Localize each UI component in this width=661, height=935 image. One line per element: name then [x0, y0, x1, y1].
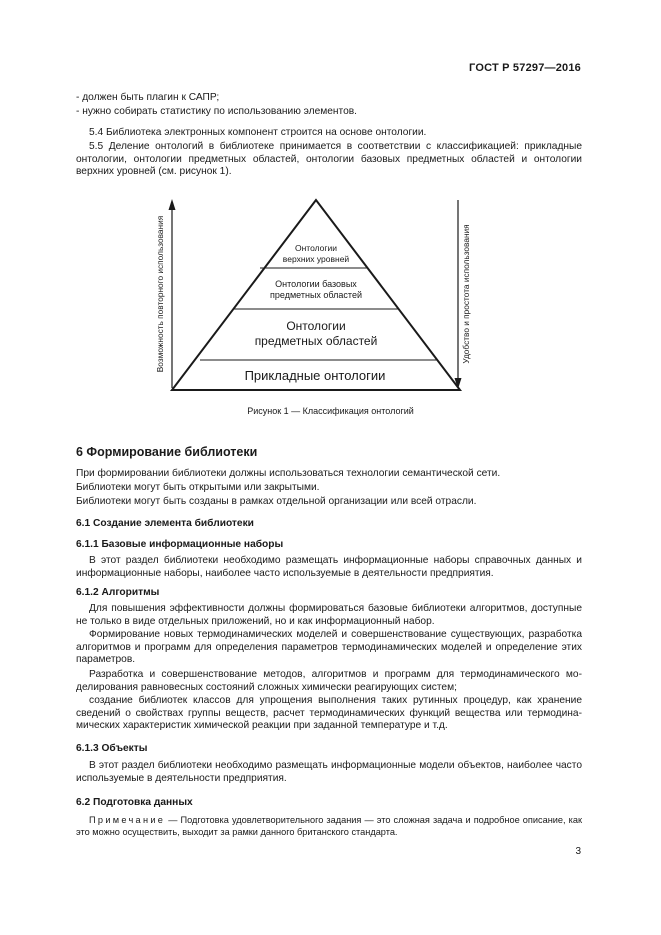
paragraph: Для повышения эффективности должны формироваться базовые библиотеки алгоритмов, доступные не только в виде отдельных приложений, но и как информационный набор. [76, 603, 582, 627]
standard-header: ГОСТ Р 57297—2016 [469, 62, 581, 74]
right-axis-label: Удобство и простота использования [461, 224, 471, 364]
note-text: — Подготовка удовлетворительного задания — это сложная задача и подробное описание, как это можно осуществить, выходит за рамки данного британского стандарта. [76, 815, 582, 837]
paragraph-5-4: 5.4 Библиотека электронных компонент строится на основе онтологии. [89, 127, 427, 138]
section-6-1-1-heading: 6.1.1 Базовые информационные наборы [76, 539, 284, 550]
left-axis-label: Возможность повторного использования [155, 215, 165, 373]
figure-caption: Рисунок 1 — Классификация онтологий [247, 406, 414, 416]
section-6-1-3-heading: 6.1.3 Объекты [76, 743, 148, 754]
section-6-1-heading: 6.1 Создание элемента библиотеки [76, 518, 254, 529]
paragraph: Библиотеки могут быть открытыми или закрытыми. [76, 482, 320, 493]
section-6-1-2-heading: 6.1.2 Алгоритмы [76, 587, 160, 598]
tier-upper-label: верхних уровней [282, 254, 350, 264]
tier-domain-label: Онтологии [286, 319, 346, 333]
paragraph: Библиотеки могут быть созданы в рамках отдельной организации или всей отрасли. [76, 496, 477, 507]
note-label: Примечание [89, 815, 166, 825]
paragraph-5-5: 5.5 Деление онтологий в библиотеке принимается в соответствии с классификацией: прикладные онтологии, онтологии предметных областей, онтологии базовых предметных областей и онтологии верхних уровней (см. рисунок 1). [76, 141, 582, 177]
paragraph: В этот раздел библиотеки необходимо размещать информационные наборы справочных данных и информационные наборы, наиболее часто используемые в деятельности предприятия. [76, 555, 582, 579]
ontology-pyramid-figure [0, 0, 661, 430]
note [76, 815, 582, 838]
tier-applied-label: Прикладные онтологии [244, 368, 386, 383]
tier-base-domain-label: предметных областей [270, 290, 362, 300]
paragraph: В этот раздел библиотеки необходимо размещать информационные модели объектов, наиболее часто используемые в деятельности предприятия. [76, 760, 582, 784]
bullet-item: - нужно собирать статистику по использованию элементов. [76, 106, 358, 117]
paragraph: Формирование новых термодинамических моделей и совершенствование существующих, разработка алгоритмов и программ для определения параметров термодинамических моделей и определение этих параметров. [76, 629, 582, 665]
tier-domain-label: предметных областей [254, 334, 378, 348]
paragraph: создание библиотек классов для упрощения выполнения таких рутинных процедур, как хранение сведений о свойствах группы веществ, расчет термодинамических функций вещества или термодинамических характеристик химической реакции при заданной температуре и т.д. [76, 695, 582, 731]
section-6-2-heading: 6.2 Подготовка данных [76, 797, 193, 808]
section-6-title: 6 Формирование библиотеки [76, 445, 258, 459]
paragraph: Разработка и совершенствование методов, алгоритмов и программ для термодинамического моделирования равновесных состояний сложных химически реагирующих систем; [76, 669, 582, 693]
tier-base-domain-label: Онтологии базовых [275, 279, 357, 289]
bullet-item: - должен быть плагин к САПР; [76, 92, 220, 103]
tier-upper-label: Онтологии [294, 243, 338, 253]
paragraph: При формировании библиотеки должны использоваться технологии семантической сети. [76, 468, 501, 479]
page-number: 3 [575, 846, 581, 857]
